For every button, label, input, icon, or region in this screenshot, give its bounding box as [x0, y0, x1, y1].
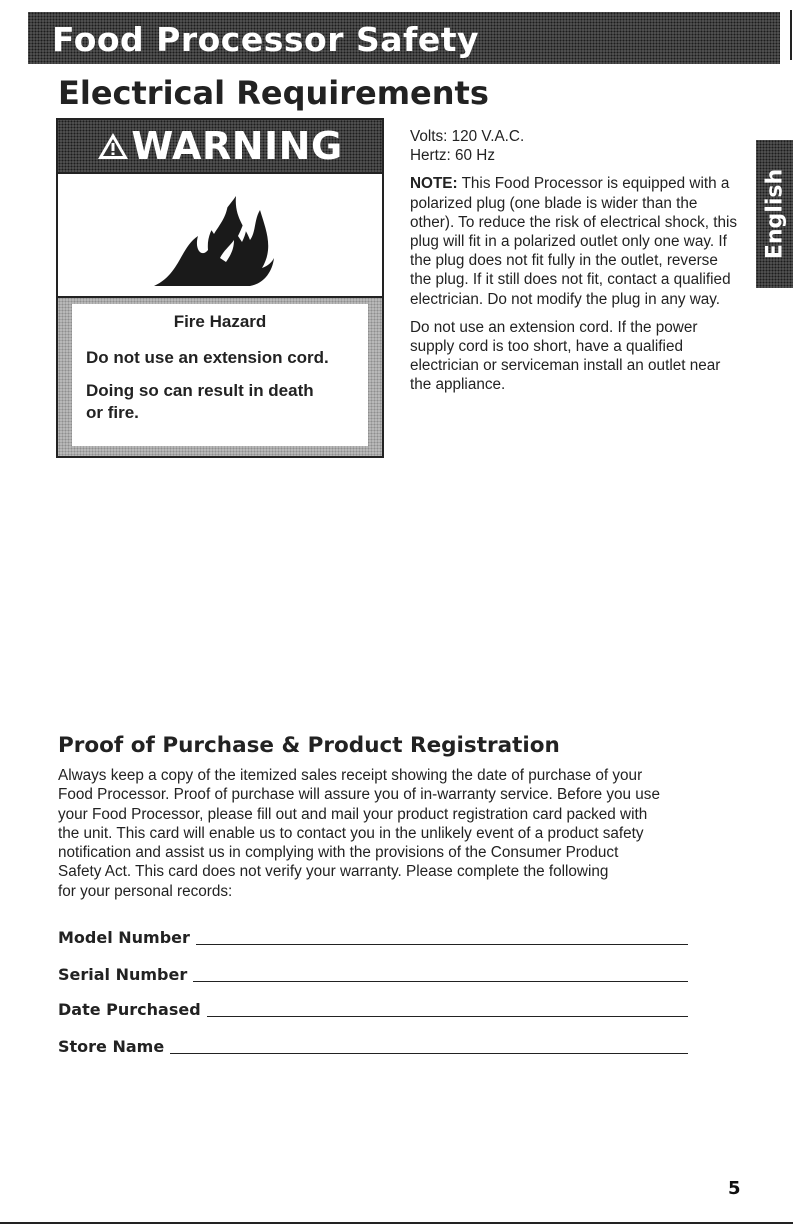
proof-line: Food Processor. Proof of purchase will assure you of in-warranty service. Before you use [58, 786, 660, 804]
date-purchased-label: Date Purchased [58, 1000, 201, 1019]
bottom-rule [0, 1222, 793, 1224]
store-name-label: Store Name [58, 1037, 165, 1056]
model-number-label: Model Number [58, 928, 190, 947]
proof-line: Safety Act. This card does not verify your warranty. Please complete the following [58, 863, 609, 881]
warning-body [58, 296, 382, 456]
warning-box [56, 118, 384, 458]
language-tab [756, 140, 793, 288]
header-bar [28, 12, 780, 64]
page-number: 5 [728, 1178, 741, 1199]
note-label: NOTE: [410, 175, 458, 193]
hazard-consequence: Doing so can result in death or fire. [86, 381, 314, 422]
proof-paragraph [58, 766, 748, 901]
header-edge-rule [790, 10, 792, 60]
warning-title [97, 124, 342, 168]
serial-number-label: Serial Number [58, 965, 188, 984]
page-header-title: Food Processor Safety [52, 20, 480, 59]
model-number-field[interactable] [58, 925, 688, 947]
proof-line: your Food Processor, please fill out and mail your product registration card packed with [58, 805, 648, 823]
proof-line: notification and assist us in complying with the provisions of the Consumer Product [58, 844, 619, 862]
date-purchased-line[interactable] [207, 1015, 688, 1017]
alert-triangle-icon [97, 131, 129, 161]
store-name-line[interactable] [170, 1052, 688, 1054]
hertz-spec: Hertz: 60 Hz [410, 147, 496, 165]
proof-line: for your personal records: [58, 882, 233, 900]
store-name-field[interactable] [58, 1034, 688, 1056]
serial-number-field[interactable] [58, 962, 688, 984]
volts-spec: Volts: 120 V.A.C. [410, 128, 525, 145]
warning-text-panel [72, 304, 368, 446]
serial-number-line[interactable] [193, 980, 688, 982]
fire-icon [150, 188, 274, 288]
date-purchased-field[interactable] [58, 997, 688, 1019]
polarized-plug-note [410, 174, 740, 308]
note-text: This Food Processor is equipped with a polarized plug (one blade is wider than the other). To reduce the risk of electrical shock, this plug will fit in a polarized outlet only one way. If the plug does not fit fully in the outlet, reverse the plug. If it still does not fit, contact a qualified electrician. Do not modify the plug in any way. [410, 175, 738, 308]
hazard-title: Fire Hazard [173, 312, 267, 331]
electrical-specs-column [410, 127, 740, 404]
warning-label: WARNING [131, 124, 343, 168]
proof-line: the unit. This card will enable us to contact you in the unlikely event of a product safety [58, 824, 644, 842]
proof-line: Always keep a copy of the itemized sales receipt showing the date of purchase of your [58, 767, 643, 784]
proof-section-title: Proof of Purchase & Product Registration [58, 733, 560, 758]
hazard-instruction: Do not use an extension cord. [86, 348, 329, 367]
section-title: Electrical Requirements [58, 74, 489, 112]
extension-cord-note: Do not use an extension cord. If the power supply cord is too short, have a qualified electrician or serviceman install an outlet near the appliance. [410, 318, 721, 394]
model-number-line[interactable] [196, 943, 688, 945]
language-tab-label: English [762, 168, 787, 260]
fire-pictogram-panel [58, 172, 382, 298]
warning-header [58, 120, 382, 172]
